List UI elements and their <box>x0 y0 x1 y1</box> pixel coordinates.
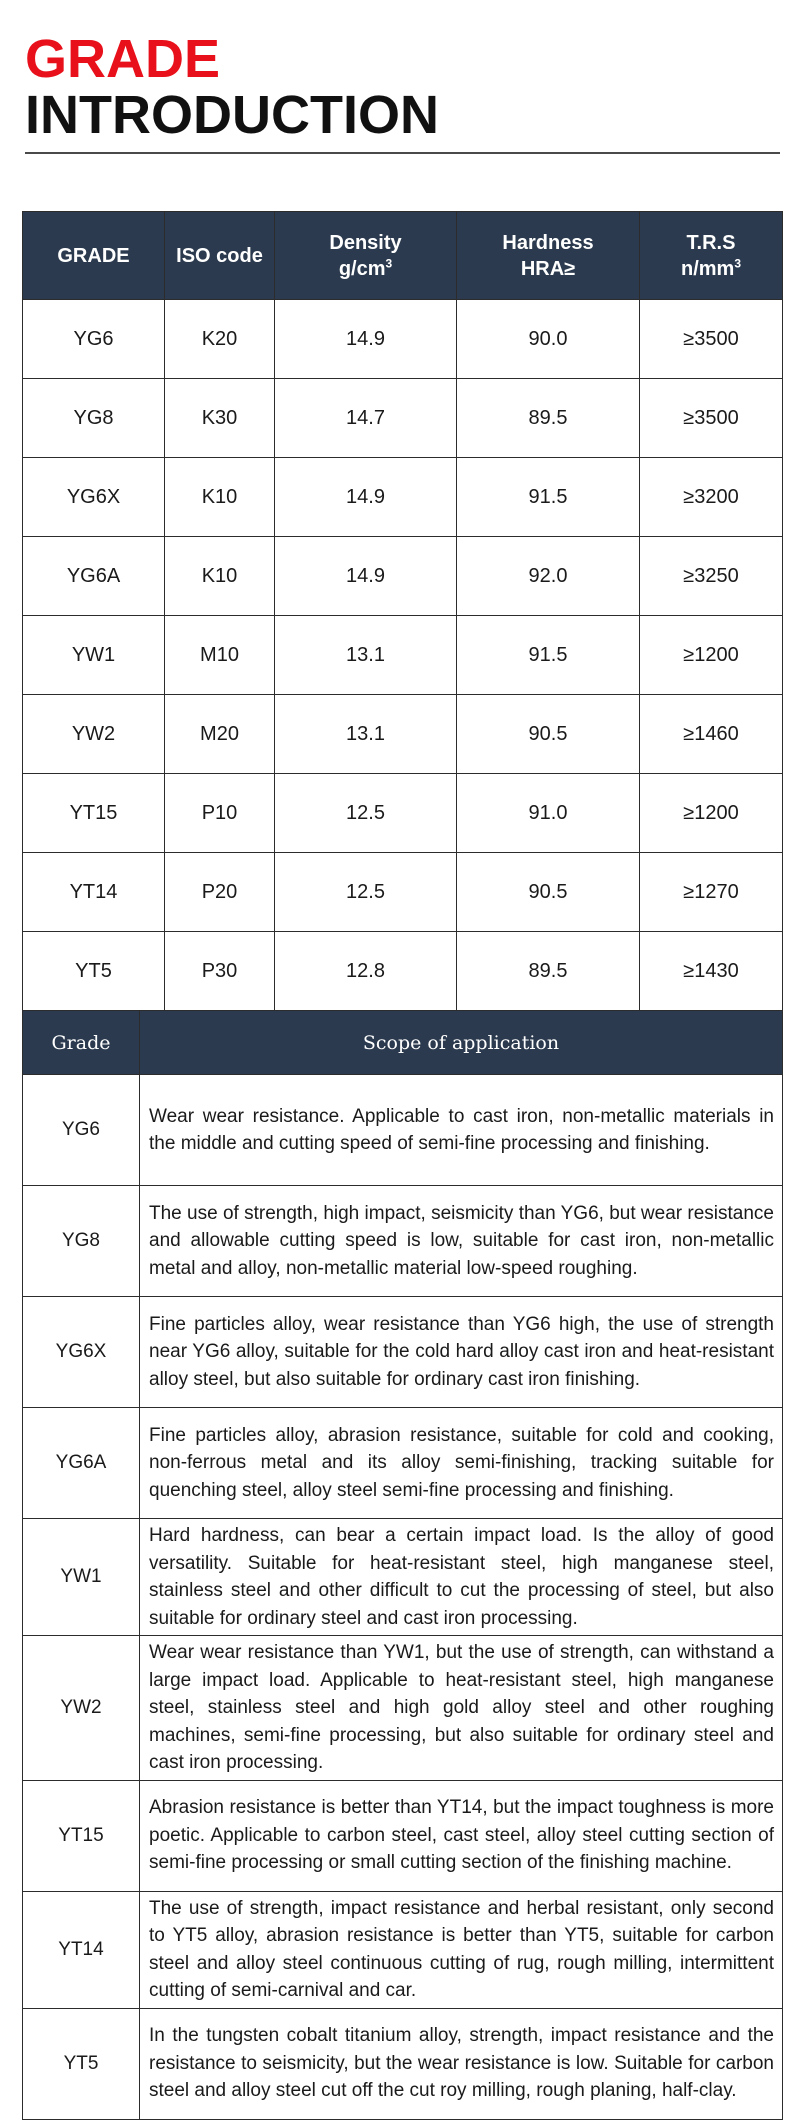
cell-density: 14.9 <box>275 458 457 537</box>
cell-hardness: 89.5 <box>457 932 640 1011</box>
cell-iso: M20 <box>165 695 275 774</box>
table-row <box>23 1297 783 1408</box>
cell-grade: YT14 <box>23 1891 140 2008</box>
heading-grade: GRADE <box>25 29 221 89</box>
col-header-iso: ISO code <box>165 212 275 300</box>
col-header-grade: Grade <box>23 1011 140 1075</box>
table-row <box>23 1519 783 1636</box>
table-header-row <box>23 212 783 300</box>
cell-trs: ≥1270 <box>640 853 783 932</box>
trs-label: T.R.S <box>686 231 736 254</box>
cell-hardness: 91.5 <box>457 616 640 695</box>
col-header-hardness <box>457 212 640 300</box>
cell-trs: ≥3250 <box>640 537 783 616</box>
cell-iso: K30 <box>165 379 275 458</box>
col-header-trs <box>640 212 783 300</box>
cell-trs: ≥1200 <box>640 616 783 695</box>
hardness-unit: HRA≥ <box>520 257 576 280</box>
cell-grade: YG6A <box>23 537 165 616</box>
cell-grade: YG8 <box>23 379 165 458</box>
cell-hardness: 90.0 <box>457 300 640 379</box>
cell-scope: Fine particles alloy, wear resistance than YG6 high, the use of strength near YG6 alloy, suitable for the cold hard alloy cast iron and heat-resistant alloy steel, but also suitable for ordinary cast iron finishing. <box>140 1297 783 1408</box>
cell-density: 12.5 <box>275 774 457 853</box>
cell-iso: P30 <box>165 932 275 1011</box>
cell-grade: YT5 <box>23 932 165 1011</box>
cell-grade: YW1 <box>23 616 165 695</box>
col-header-scope: Scope of application <box>140 1011 783 1075</box>
cell-density: 14.9 <box>275 537 457 616</box>
density-label: Density <box>329 231 402 254</box>
cell-hardness: 91.5 <box>457 458 640 537</box>
cell-trs: ≥3500 <box>640 379 783 458</box>
cell-grade: YW1 <box>23 1519 140 1636</box>
table-row <box>23 1186 783 1297</box>
table-row <box>23 853 783 932</box>
hardness-label: Hardness <box>502 231 594 254</box>
cell-density: 12.5 <box>275 853 457 932</box>
cell-hardness: 90.5 <box>457 695 640 774</box>
cell-hardness: 90.5 <box>457 853 640 932</box>
col-header-density <box>275 212 457 300</box>
cell-density: 14.7 <box>275 379 457 458</box>
page-heading <box>25 29 439 145</box>
cell-grade: YT15 <box>23 1780 140 1891</box>
cell-iso: P10 <box>165 774 275 853</box>
table-row <box>23 774 783 853</box>
cell-density: 14.9 <box>275 300 457 379</box>
heading-introduction: INTRODUCTION <box>25 85 439 145</box>
cell-scope: Wear wear resistance. Applicable to cast iron, non-metallic materials in the middle and cutting speed of semi-fine processing and finishing. <box>140 1075 783 1186</box>
table-row <box>23 537 783 616</box>
table-row <box>23 2008 783 2119</box>
col-header-grade: GRADE <box>23 212 165 300</box>
cell-grade: YG6 <box>23 1075 140 1186</box>
cell-iso: K10 <box>165 458 275 537</box>
cell-density: 13.1 <box>275 695 457 774</box>
table-header-row <box>23 1011 783 1075</box>
cell-scope: Abrasion resistance is better than YT14, but the impact toughness is more poetic. Applicable to carbon steel, cast steel, alloy steel cutting section of semi-fine processing or small cutting section of the finishing machine. <box>140 1780 783 1891</box>
cell-scope: The use of strength, high impact, seismicity than YG6, but wear resistance and allowable cutting speed is low, suitable for cast iron, non-metallic metal and alloy, non-metallic material low-speed roughing. <box>140 1186 783 1297</box>
trs-unit-sup: 3 <box>734 255 742 270</box>
cell-iso: M10 <box>165 616 275 695</box>
table-row <box>23 1636 783 1781</box>
application-scope-table <box>22 1010 783 2120</box>
cell-grade: YT5 <box>23 2008 140 2119</box>
table-row <box>23 616 783 695</box>
cell-grade: YW2 <box>23 1636 140 1781</box>
density-unit: g/cm <box>338 257 386 280</box>
table-row <box>23 932 783 1011</box>
cell-scope: In the tungsten cobalt titanium alloy, strength, impact resistance and the resistance to seismicity, but the wear resistance is low. Suitable for carbon steel and alloy steel cut off the cut roy milling, rough planing, half-clay. <box>140 2008 783 2119</box>
heading-divider <box>25 152 780 154</box>
cell-iso: K20 <box>165 300 275 379</box>
cell-scope: Wear wear resistance than YW1, but the use of strength, can withstand a large impact load. Applicable to heat-resistant steel, high manganese steel, stainless steel and high gold alloy steel and other roughing machines, semi-fine processing, but also suitable for ordinary steel and cast iron processing. <box>140 1636 783 1781</box>
cell-iso: K10 <box>165 537 275 616</box>
cell-hardness: 91.0 <box>457 774 640 853</box>
trs-unit: n/mm <box>680 257 735 280</box>
cell-grade: YG8 <box>23 1186 140 1297</box>
cell-trs: ≥3200 <box>640 458 783 537</box>
grade-properties-table <box>22 211 783 1011</box>
cell-scope: Fine particles alloy, abrasion resistance, suitable for cold and cooking, non-ferrous metal and its alloy semi-finishing, tracking suitable for quenching steel, alloy steel semi-fine processing and finishing. <box>140 1408 783 1519</box>
cell-grade: YW2 <box>23 695 165 774</box>
table-row <box>23 1891 783 2008</box>
cell-trs: ≥1200 <box>640 774 783 853</box>
cell-iso: P20 <box>165 853 275 932</box>
cell-trs: ≥1460 <box>640 695 783 774</box>
cell-hardness: 89.5 <box>457 379 640 458</box>
table-row <box>23 300 783 379</box>
cell-grade: YT14 <box>23 853 165 932</box>
table-row <box>23 379 783 458</box>
cell-hardness: 92.0 <box>457 537 640 616</box>
table-row <box>23 1780 783 1891</box>
cell-grade: YG6 <box>23 300 165 379</box>
table-row <box>23 458 783 537</box>
cell-density: 13.1 <box>275 616 457 695</box>
table-row <box>23 1408 783 1519</box>
cell-scope: The use of strength, impact resistance and herbal resistant, only second to YT5 alloy, abrasion resistance is better than YT5, suitable for carbon steel and alloy steel continuous cutting of rug, rough milling, intermittent cutting of semi-carnival and car. <box>140 1891 783 2008</box>
table-row <box>23 695 783 774</box>
cell-grade: YG6A <box>23 1408 140 1519</box>
cell-trs: ≥3500 <box>640 300 783 379</box>
cell-trs: ≥1430 <box>640 932 783 1011</box>
cell-grade: YG6X <box>23 1297 140 1408</box>
cell-scope: Hard hardness, can bear a certain impact load. Is the alloy of good versatility. Suitable for heat-resistant steel, high manganese steel, stainless steel and other difficult to cut the processing of steel, but also suitable for ordinary steel and cast iron processing. <box>140 1519 783 1636</box>
table-row <box>23 1075 783 1186</box>
cell-density: 12.8 <box>275 932 457 1011</box>
cell-grade: YG6X <box>23 458 165 537</box>
density-unit-sup: 3 <box>385 255 393 270</box>
cell-grade: YT15 <box>23 774 165 853</box>
